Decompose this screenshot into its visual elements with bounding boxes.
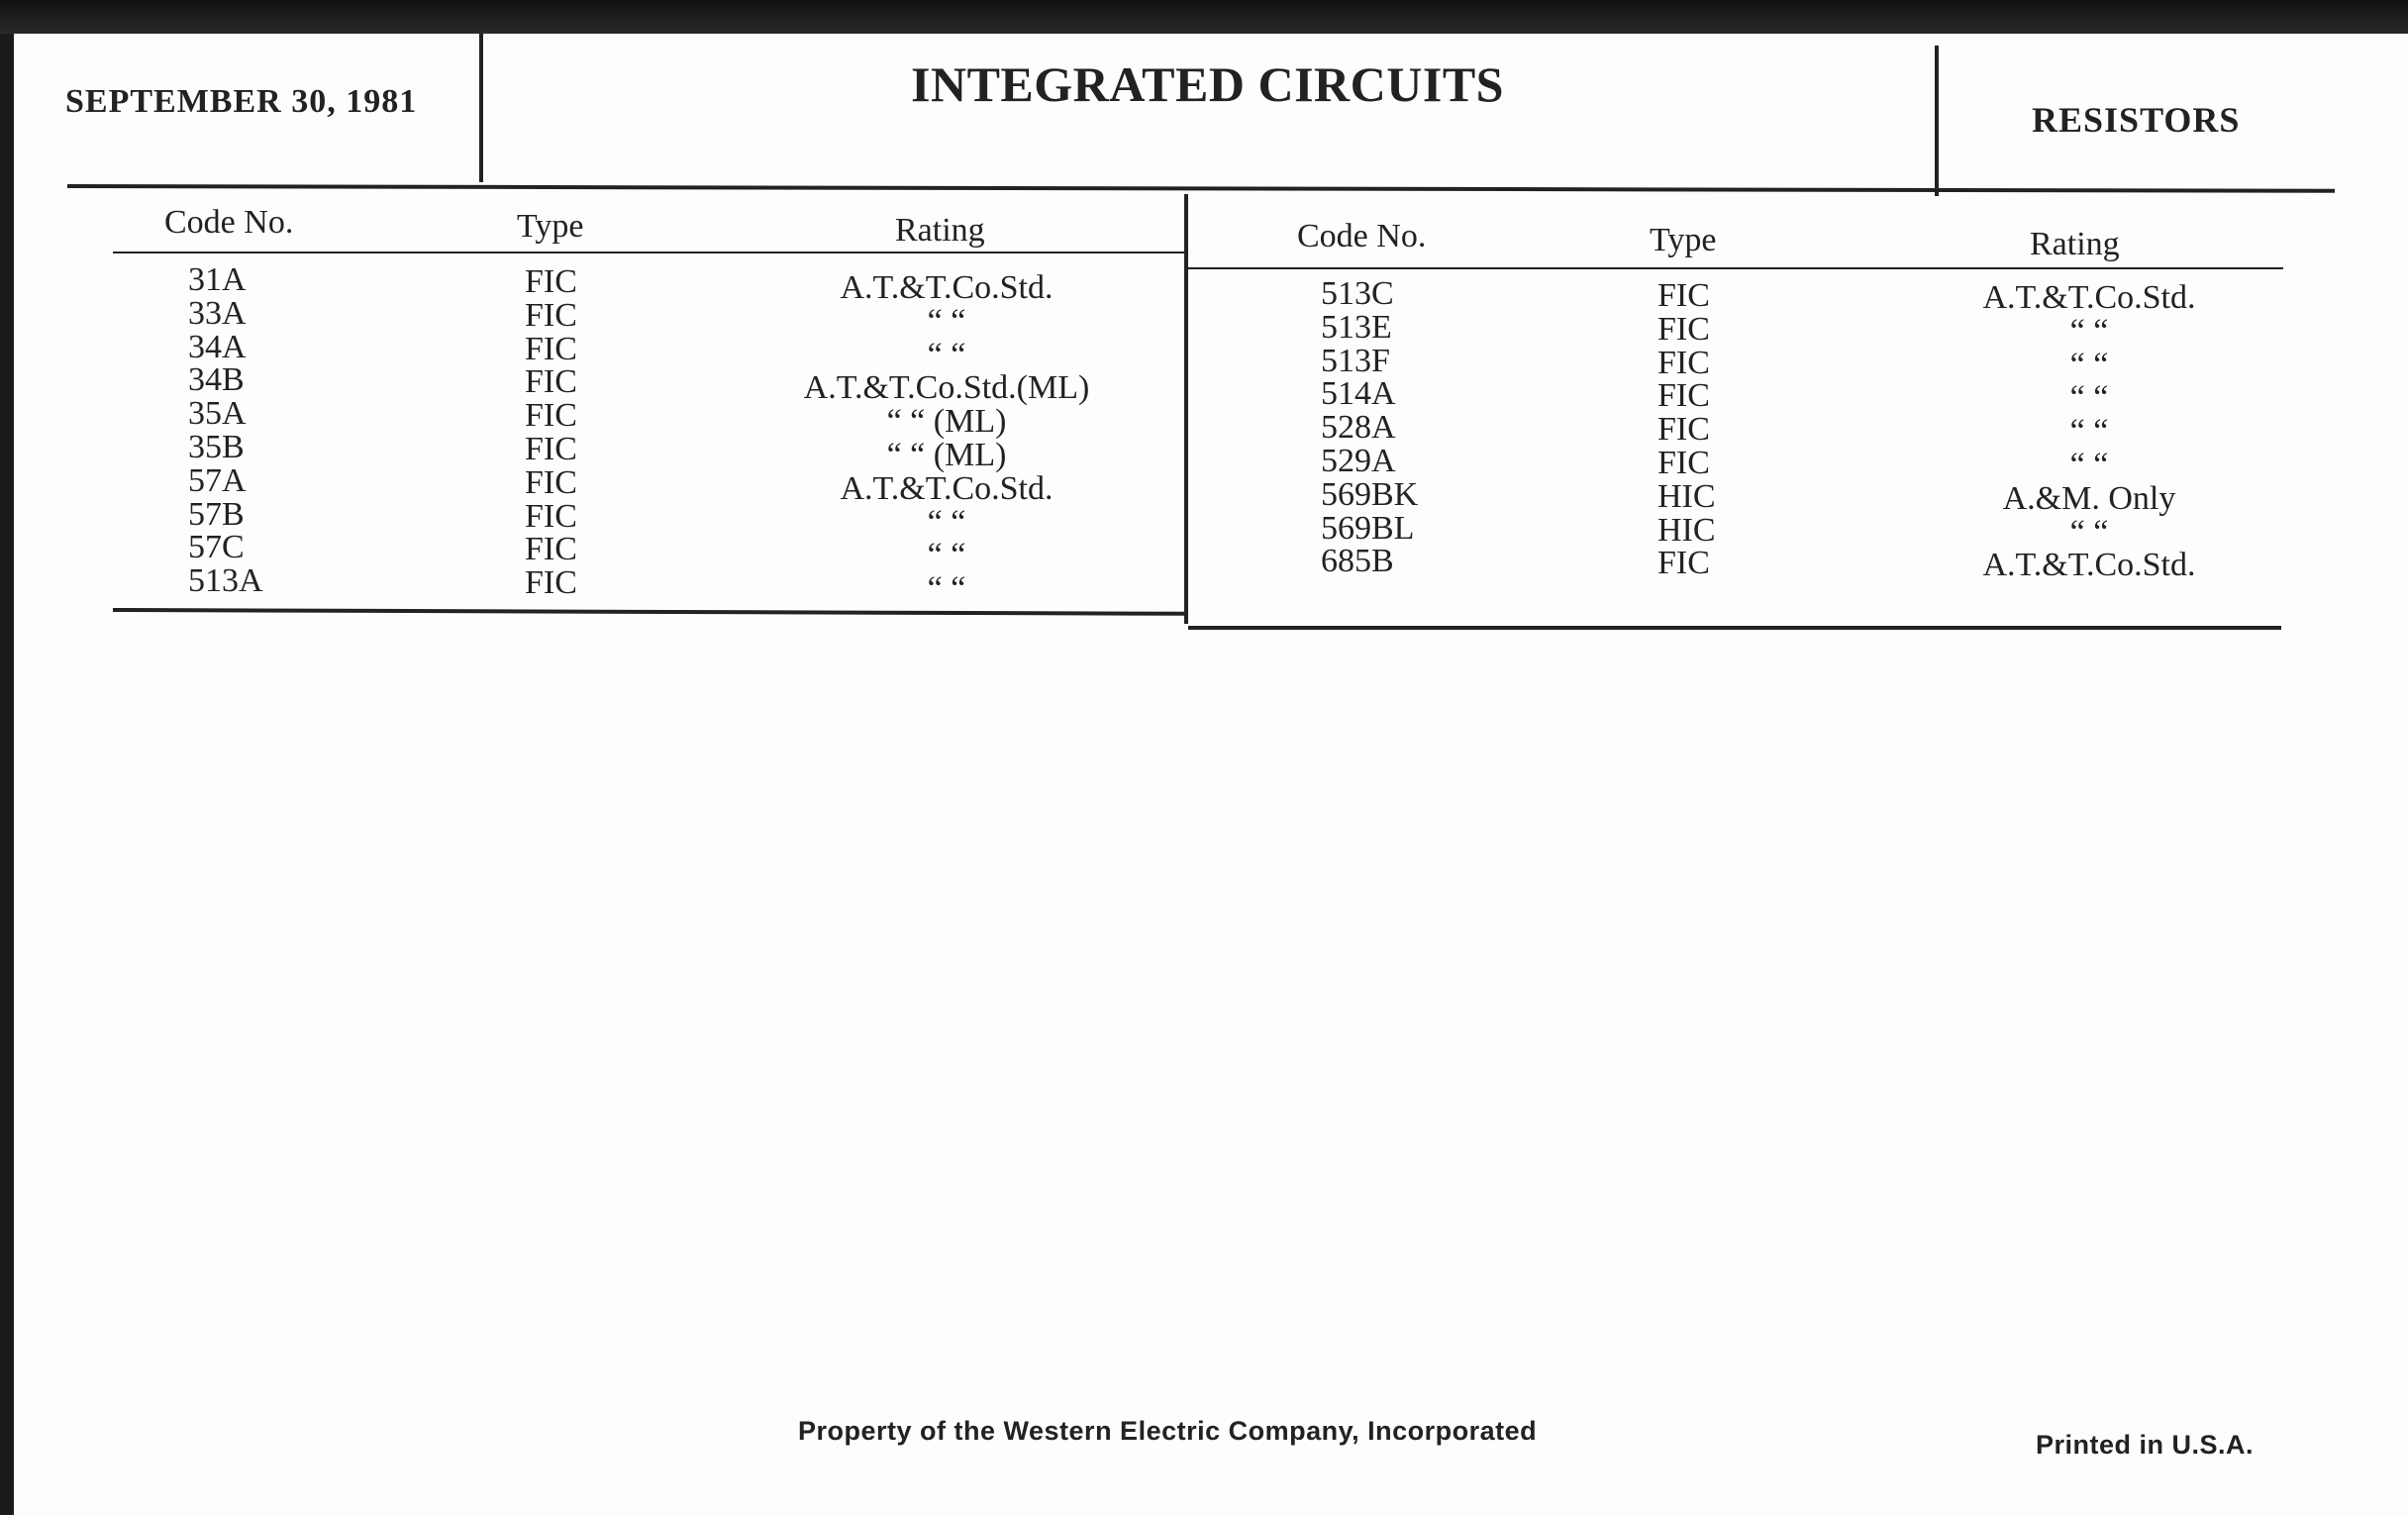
right-rating-cell: “ “ [2069, 413, 2109, 451]
right-type-cell: FIC [1657, 377, 1710, 415]
right-type-cell: FIC [1657, 310, 1710, 348]
right-rating-cell: “ “ [2069, 346, 2109, 383]
left-code-cell: 35A [188, 395, 247, 433]
left-type-cell: FIC [525, 463, 577, 501]
left-rating-cell: “ “ (ML) [886, 437, 1007, 473]
left-rating-cell: “ “ [927, 537, 966, 574]
left-code-cell: 57C [188, 529, 245, 566]
right-col-rating: Rating [2030, 226, 2120, 262]
left-type-cell: FIC [525, 431, 577, 467]
left-rating-cell: “ “ (ML) [886, 403, 1007, 441]
right-type-cell: FIC [1657, 344, 1710, 381]
scan-top-edge [0, 0, 2408, 34]
right-type-cell: FIC [1657, 545, 1710, 582]
right-type-cell: FIC [1657, 445, 1710, 481]
page-title: INTEGRATED CIRCUITS [911, 56, 1504, 112]
right-rating-cell: A.T.&T.Co.Std. [1982, 547, 2196, 584]
right-type-cell: FIC [1657, 277, 1710, 314]
left-type-cell: FIC [525, 531, 577, 568]
left-code-cell: 57B [188, 495, 245, 533]
table-center-divider [1184, 194, 1188, 624]
right-rating-cell: “ “ [2069, 447, 2109, 483]
right-rating-cell: A.&M. Only [2002, 479, 2176, 517]
right-col-code: Code No. [1297, 218, 1427, 254]
left-rating-cell: A.T.&T.Co.Std. [840, 469, 1054, 507]
right-type-cell: FIC [1657, 411, 1710, 449]
printed-notice: Printed in U.S.A. [2036, 1430, 2255, 1460]
left-rating-cell: “ “ [927, 570, 966, 608]
left-rating-cell: A.T.&T.Co.Std. [840, 269, 1054, 306]
left-type-cell: FIC [525, 564, 577, 602]
left-code-cell: 31A [188, 261, 247, 298]
right-code-cell: 528A [1321, 409, 1396, 447]
left-type-cell: FIC [525, 397, 577, 435]
left-col-rating: Rating [895, 212, 985, 249]
right-code-cell: 569BK [1321, 475, 1419, 513]
left-rating-cell: “ “ [927, 302, 966, 340]
left-col-type: Type [517, 208, 584, 245]
header-divider-left [479, 34, 483, 182]
right-rating-cell: “ “ [2069, 312, 2109, 350]
left-type-cell: FIC [525, 363, 577, 401]
right-col-type: Type [1650, 222, 1717, 258]
right-table-bottom-rule [1188, 626, 2281, 630]
right-subheader-rule [1188, 267, 2283, 269]
left-type-cell: FIC [525, 497, 577, 535]
date-label: SEPTEMBER 30, 1981 [65, 83, 418, 120]
left-rating-cell: A.T.&T.Co.Std.(ML) [803, 369, 1090, 407]
right-rating-cell: A.T.&T.Co.Std. [1982, 279, 2196, 316]
right-code-cell: 685B [1321, 543, 1394, 580]
left-code-cell: 33A [188, 294, 247, 332]
left-rating-cell: “ “ [927, 503, 966, 541]
left-rating-cell: “ “ [927, 336, 966, 373]
left-type-cell: FIC [525, 296, 577, 334]
category-label: RESISTORS [2032, 100, 2241, 140]
left-type-cell: FIC [525, 330, 577, 367]
right-type-cell: HIC [1657, 511, 1716, 549]
right-rating-cell: “ “ [2069, 513, 2109, 551]
right-code-cell: 513E [1321, 308, 1392, 346]
right-code-cell: 529A [1321, 443, 1396, 479]
right-code-cell: 513F [1321, 342, 1390, 379]
right-code-cell: 513C [1321, 275, 1394, 312]
right-rating-cell: “ “ [2069, 379, 2109, 417]
left-col-code: Code No. [164, 204, 294, 241]
right-type-cell: HIC [1657, 477, 1716, 515]
left-type-cell: FIC [525, 263, 577, 300]
property-notice: Property of the Western Electric Company, Incorporated [798, 1416, 1538, 1446]
left-code-cell: 57A [188, 461, 247, 499]
right-code-cell: 514A [1321, 375, 1396, 413]
left-code-cell: 34A [188, 328, 247, 365]
right-code-cell: 569BL [1321, 509, 1415, 547]
left-subheader-rule [113, 252, 1188, 253]
left-code-cell: 34B [188, 361, 245, 399]
header-divider-right [1935, 46, 1939, 196]
left-code-cell: 35B [188, 429, 245, 465]
left-code-cell: 513A [188, 562, 263, 600]
